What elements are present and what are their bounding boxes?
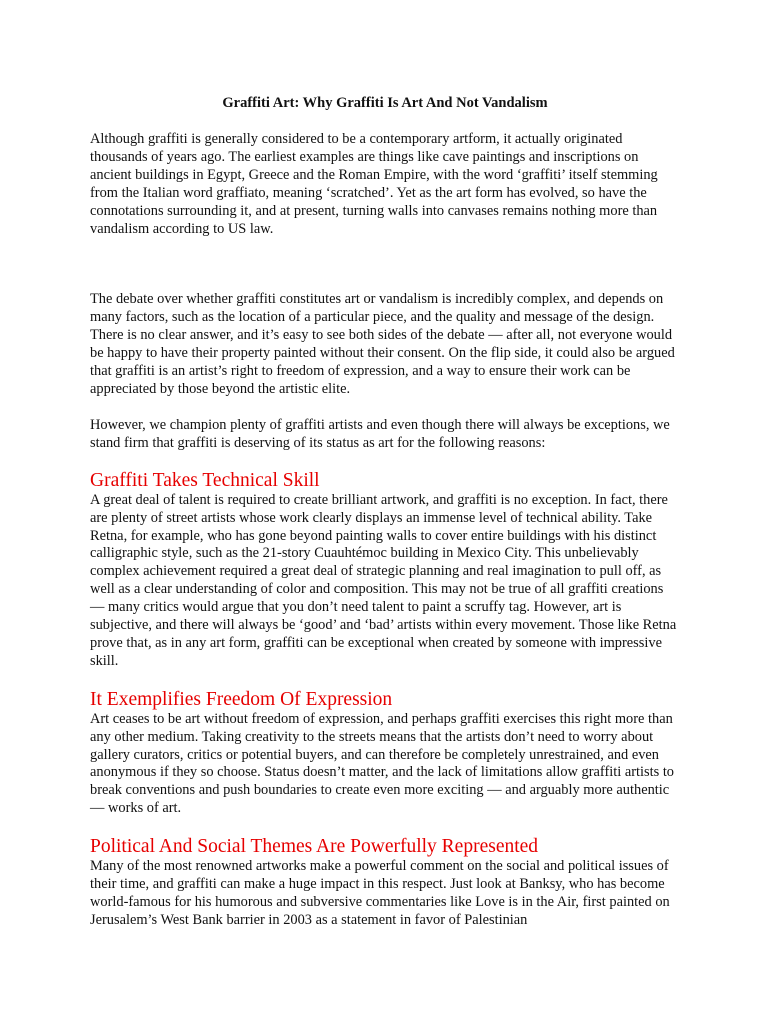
section-body: Art ceases to be art without freedom of expression, and perhaps graffiti exercises this right more than any other medium. Taking creativity to the streets means that the artists don’t need to worry about gallery curators, critics or potential buyers, and can therefore be completely unrestrained, and even anonymous if they so choose. Status doesn’t matter, and the lack of limitations allow graffiti artists to break conventions and push boundaries to create even more exciting — and arguably more authentic — works of art. <box>90 710 675 817</box>
section-heading: It Exemplifies Freedom Of Expression <box>90 688 393 710</box>
section-technical-skill <box>90 470 680 671</box>
document-title: Graffiti Art: Why Graffiti Is Art And Not Vandalism <box>222 95 548 111</box>
section-freedom-of-expression <box>90 689 680 818</box>
intro-paragraph-3: However, we champion plenty of graffiti artists and even though there will always be exceptions, we stand firm that graffiti is deserving of its status as art for the following reasons: <box>90 416 670 451</box>
paragraph-spacer <box>90 238 680 291</box>
section-heading: Political And Social Themes Are Powerfully Represented <box>90 836 539 858</box>
section-body: A great deal of talent is required to create brilliant artwork, and graffiti is no exception. In fact, there are plenty of street artists whose work clearly displays an immense level of technical ability. Take Retna, for example, who has gone beyond painting walls to cover entire buildings with his distinct calligraphic style, such as the 21-story Cuauhtémoc building in Mexico City. This unbelievably complex achievement required a great deal of strategic planning and real imagination to pull off, as well as a clear understanding of color and composition. This may not be true of all graffiti creations — many critics would argue that you don’t need talent to paint a scruffy tag. However, art is subjective, and there will always be ‘good’ and ‘bad’ artists within every movement. Those like Retna prove that, as in any art form, graffiti can be exceptional when created by someone with impressive skill. <box>90 491 677 669</box>
section-heading: Graffiti Takes Technical Skill <box>90 469 320 491</box>
section-body: Many of the most renowned artworks make a powerful comment on the social and political issues of their time, and graffiti can make a huge impact in this respect. Just look at Banksy, who has become world-famous for his humorous and subversive commentaries like Love is in the Air, first painted on Jerusalem’s West Bank barrier in 2003 as a statement in favor of Palestinian <box>90 858 670 928</box>
intro-paragraph-2: The debate over whether graffiti constitutes art or vandalism is incredibly complex, and depends on many factors, such as the location of a particular piece, and the quality and message of the design. There is no clear answer, and it’s easy to see both sides of the debate — after all, not everyone would be happy to have their property painted without their consent. On the flip side, it could also be argued that graffiti is an artist’s right to freedom of expression, and a way to ensure their work can be appreciated by those beyond the artistic elite. <box>90 291 675 397</box>
section-political-social-themes <box>90 836 680 930</box>
document-page <box>90 94 680 930</box>
intro-paragraph-1: Although graffiti is generally considered to be a contemporary artform, it actually originated thousands of years ago. The earliest examples are things like cave paintings and inscriptions on ancient buildings in Egypt, Greece and the Roman Empire, with the word ‘graffiti’ itself stemming from the Italian word graffiato, meaning ‘scratched’. Yet as the art form has evolved, so have the connotations surrounding it, and at present, turning walls into canvases remains nothing more than vandalism according to US law. <box>90 131 658 237</box>
